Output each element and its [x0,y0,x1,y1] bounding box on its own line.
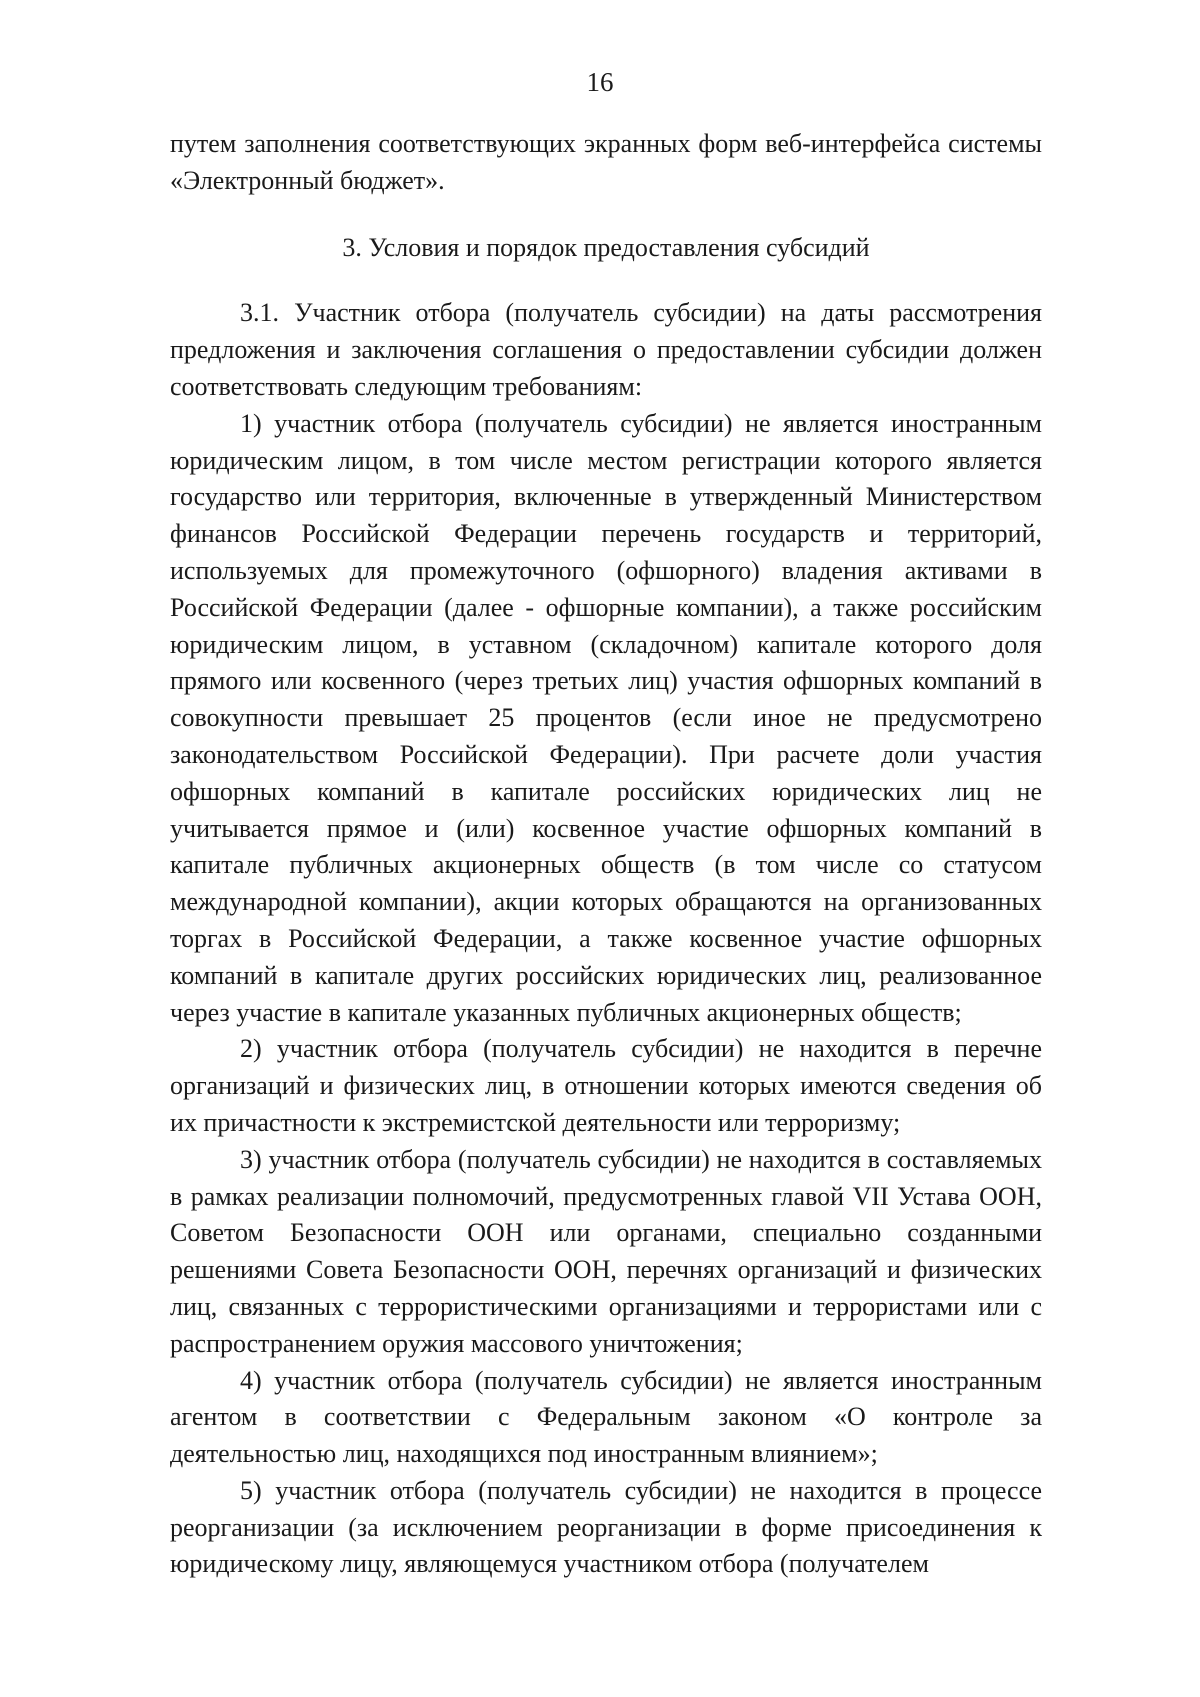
requirement-item-1: 1) участник отбора (получатель субсидии) не является иностранным юридическим лицом, в том числе местом регистрации которого является государство или территория, включенные в утвержденный Министерством финансов Российской Федерации перечень государств и территорий, используемых для промежуточного (офшорного) владения активами в Российской Федерации (далее - офшорные компании), а также российским юридическим лицом, в уставном (складочном) капитале которого доля прямого или косвенного (через третьих лиц) участия офшорных компаний в совокупности превышает 25 процентов (если иное не предусмотрено законодательством Российской Федерации). При расчете доли участия офшорных компаний в капитале российских юридических лиц не учитывается прямое и (или) косвенное участие офшорных компаний в капитале публичных акционерных обществ (в том числе со статусом международной компании), акции которых обращаются на организованных торгах в Российской Федерации, а также косвенное участие офшорных компаний в капитале других российских юридических лиц, реализованное через участие в капитале указанных публичных акционерных обществ; [170,408,1042,1027]
requirement-item-5: 5) участник отбора (получатель субсидии) не находится в процессе реорганизации (за исключением реорганизации в форме присоединения к юридическому лицу, являющемуся участником отбора (получателем [170,1475,1042,1579]
page-number: 16 [586,67,614,97]
section-heading: 3. Условия и порядок предоставления субсидий [342,232,870,262]
paragraph-3-1: 3.1. Участник отбора (получатель субсидии) на даты рассмотрения предложения и заключения соглашения о предоставлении субсидии должен соответствовать следующим требованиям: [170,298,1042,401]
document-body [170,126,1042,1583]
intro-paragraph: путем заполнения соответствующих экранных форм веб-интерфейса системы «Электронный бюджет». [170,129,1042,195]
requirement-item-3: 3) участник отбора (получатель субсидии) не находится в составляемых в рамках реализации полномочий, предусмотренных главой VII Устава ООН, Советом Безопасности ООН или органами, специально созданными решениями Совета Безопасности ООН, перечнях организаций и физических лиц, связанных с террористическими организациями и террористами или с распространением оружия массового уничтожения; [170,1144,1042,1358]
requirement-item-4: 4) участник отбора (получатель субсидии) не является иностранным агентом в соответствии с Федеральным законом «О контроле за деятельностью лиц, находящихся под иностранным влиянием»; [170,1365,1042,1469]
requirement-item-2: 2) участник отбора (получатель субсидии) не находится в перечне организаций и физических лиц, в отношении которых имеются сведения об их причастности к экстремистской деятельности или терроризму; [170,1034,1042,1137]
